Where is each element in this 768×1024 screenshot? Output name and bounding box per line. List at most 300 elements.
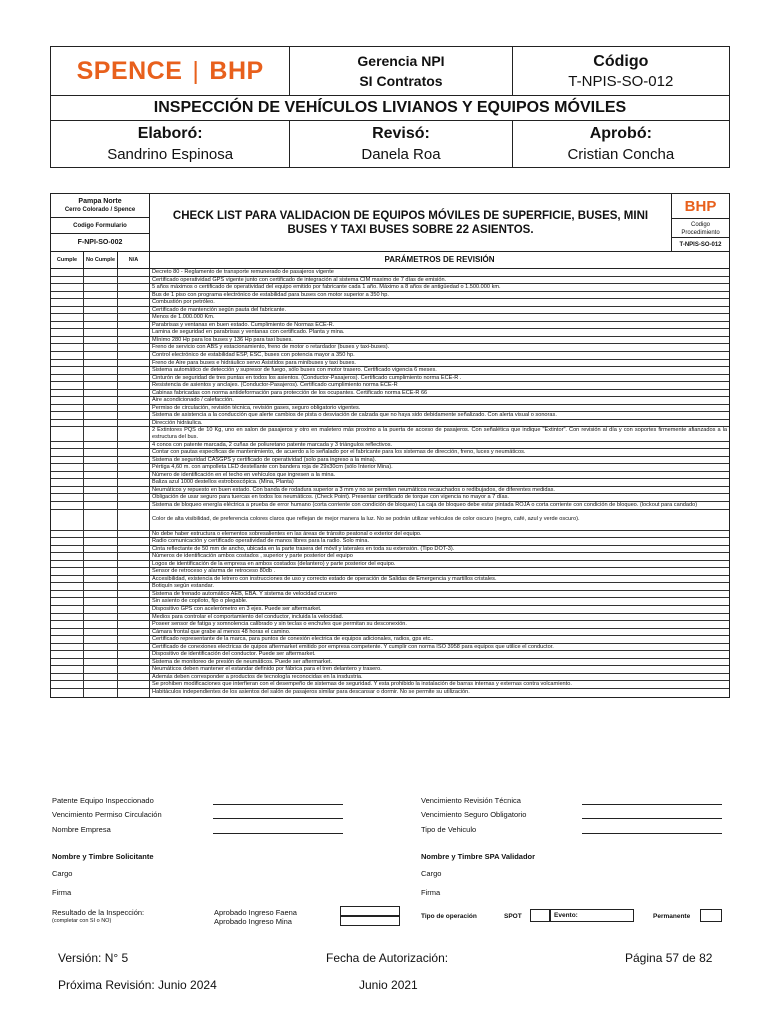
cumple-cell[interactable] bbox=[51, 397, 84, 404]
checklist-row bbox=[51, 681, 729, 689]
na-cell[interactable] bbox=[118, 479, 150, 486]
no-cumple-cell[interactable] bbox=[84, 397, 118, 404]
checklist-item-text: No debe haber estructura o elementos sobresalientes en las áreas de tránsito peatonal o exterior del equipo. bbox=[152, 530, 422, 537]
na-cell[interactable] bbox=[118, 352, 150, 359]
checklist-row bbox=[51, 442, 729, 450]
no-cumple-cell[interactable] bbox=[84, 502, 118, 509]
cumple-cell[interactable] bbox=[51, 292, 84, 299]
cumple-cell[interactable] bbox=[51, 464, 84, 471]
checklist-row bbox=[51, 479, 729, 487]
permanente-box[interactable] bbox=[700, 909, 722, 922]
checklist-row bbox=[51, 546, 729, 554]
checklist-item-text: Combustión por petróleo. bbox=[152, 299, 215, 306]
no-cumple-cell[interactable] bbox=[84, 464, 118, 471]
checklist-row bbox=[51, 636, 729, 644]
cumple-cell[interactable] bbox=[51, 449, 84, 456]
na-cell[interactable] bbox=[118, 405, 150, 412]
no-cumple-cell[interactable] bbox=[84, 636, 118, 643]
codigo-label: Código bbox=[593, 52, 649, 70]
venc-revision-line[interactable] bbox=[582, 804, 722, 805]
venc-seguro-label: Vencimiento Seguro Obligatorio bbox=[421, 810, 527, 819]
no-cumple-cell[interactable] bbox=[84, 442, 118, 449]
na-cell[interactable] bbox=[118, 367, 150, 374]
cumple-cell[interactable] bbox=[51, 674, 84, 681]
no-cumple-cell[interactable] bbox=[84, 568, 118, 575]
no-cumple-cell[interactable] bbox=[84, 659, 118, 666]
no-cumple-cell[interactable] bbox=[84, 606, 118, 613]
cumple-cell[interactable] bbox=[51, 494, 84, 501]
aprobado-faena-box[interactable] bbox=[340, 906, 400, 916]
checklist-item-text: Neumáticos deben mantener el estandar definido por fábrica para el tren delantero y trasero. bbox=[152, 666, 382, 673]
checklist-item-text: Cámara frontal que grabe al menos 48 horas el camino. bbox=[152, 628, 291, 635]
checklist-item-text: Certificado de conexiones electricas de quipos aftermarket emitido por empresa competente. Y cumplir con norma ISO 3958 para equipos que utilice el conductor. bbox=[152, 643, 554, 650]
checklist-item-text: Baliza azul 1000 destellos estroboscópica. (Mina, Planta) bbox=[152, 479, 294, 486]
checklist-row bbox=[51, 651, 729, 659]
checklist-row bbox=[51, 644, 729, 652]
na-cell[interactable] bbox=[118, 375, 150, 382]
no-cumple-cell[interactable] bbox=[84, 674, 118, 681]
na-cell[interactable] bbox=[118, 427, 150, 440]
na-cell[interactable] bbox=[118, 666, 150, 673]
no-cumple-cell[interactable] bbox=[84, 337, 118, 344]
no-cumple-cell[interactable] bbox=[84, 292, 118, 299]
checklist-item-text: Medios para controlar el comportamiento del conductor, incluida la velocidad. bbox=[152, 613, 344, 620]
no-cumple-cell[interactable] bbox=[84, 538, 118, 545]
no-cumple-cell[interactable] bbox=[84, 598, 118, 605]
no-cumple-cell[interactable] bbox=[84, 352, 118, 359]
codigo-procedimiento-label: Codigo Procedimiento bbox=[672, 219, 729, 238]
checklist-row bbox=[51, 269, 729, 277]
no-cumple-cell[interactable] bbox=[84, 583, 118, 590]
elaboro-label: Elaboró: bbox=[137, 124, 203, 142]
venc-seguro-line[interactable] bbox=[582, 818, 722, 819]
na-cell[interactable] bbox=[118, 329, 150, 336]
checklist-item-text: Habitáculos independientes de los asientos del salón de pasajeros similar para descansar o dormir. No se permite su utilización. bbox=[152, 688, 470, 695]
checklist-row bbox=[51, 561, 729, 569]
no-cumple-cell[interactable] bbox=[84, 553, 118, 560]
checklist-item-text: Sistema de seguridad CASGPS y certificado de operatividad (solo para ingreso a la mina). bbox=[152, 456, 377, 463]
na-cell[interactable] bbox=[118, 502, 150, 509]
checklist-row bbox=[51, 568, 729, 576]
no-cumple-cell[interactable] bbox=[84, 479, 118, 486]
na-cell[interactable] bbox=[118, 457, 150, 464]
contratos-label: SI Contratos bbox=[359, 73, 443, 89]
checklist-row bbox=[51, 666, 729, 674]
na-cell[interactable] bbox=[118, 538, 150, 545]
checklist-row bbox=[51, 614, 729, 622]
checklist-row bbox=[51, 329, 729, 337]
checklist-row bbox=[51, 674, 729, 682]
na-cell[interactable] bbox=[118, 561, 150, 568]
cumple-cell[interactable] bbox=[51, 269, 84, 276]
cargo-right-label: Cargo bbox=[421, 869, 442, 878]
no-cumple-cell[interactable] bbox=[84, 644, 118, 651]
checklist-row bbox=[51, 367, 729, 375]
cumple-cell[interactable] bbox=[51, 651, 84, 658]
na-cell[interactable] bbox=[118, 674, 150, 681]
no-cumple-cell[interactable] bbox=[84, 390, 118, 397]
cumple-cell[interactable] bbox=[51, 629, 84, 636]
no-cumple-cell[interactable] bbox=[84, 322, 118, 329]
cumple-cell[interactable] bbox=[51, 502, 84, 509]
cumple-cell[interactable] bbox=[51, 561, 84, 568]
na-cell[interactable] bbox=[118, 494, 150, 501]
checklist-row bbox=[51, 591, 729, 599]
tipo-vehiculo-line[interactable] bbox=[582, 833, 722, 834]
cumple-cell[interactable] bbox=[51, 390, 84, 397]
cumple-cell[interactable] bbox=[51, 457, 84, 464]
no-cumple-cell[interactable] bbox=[84, 277, 118, 284]
cumple-cell[interactable] bbox=[51, 636, 84, 643]
checklist-item-text: 5 años máximos o certificado de operatividad del equipo emitido por fabricante cada 1 año. Máximo a 8 años de antigüedad o 1.500.000 km. bbox=[152, 284, 501, 291]
na-cell[interactable] bbox=[118, 360, 150, 367]
no-cumple-cell[interactable] bbox=[84, 666, 118, 673]
na-cell[interactable] bbox=[118, 382, 150, 389]
na-cell[interactable] bbox=[118, 568, 150, 575]
na-cell[interactable] bbox=[118, 636, 150, 643]
na-cell[interactable] bbox=[118, 598, 150, 605]
logo-bhp: BHP bbox=[209, 56, 264, 85]
checklist-item-text: Número de identificación en el techo en vehículos que ingresen a la mina. bbox=[152, 471, 336, 478]
cumple-cell[interactable] bbox=[51, 284, 84, 291]
col-cumple: Cumple bbox=[51, 252, 84, 268]
na-cell[interactable] bbox=[118, 292, 150, 299]
venc-permiso-label: Vencimiento Permiso Circulación bbox=[52, 810, 162, 819]
no-cumple-cell[interactable] bbox=[84, 412, 118, 419]
cumple-cell[interactable] bbox=[51, 329, 84, 336]
checklist-item-text: Accesibilidad, existencia de letrero con instrucciones de uso y correcto estado de operación de Salidas de Emergencia y martillos cristales. bbox=[152, 575, 497, 582]
na-cell[interactable] bbox=[118, 299, 150, 306]
na-cell[interactable] bbox=[118, 614, 150, 621]
cumple-cell[interactable] bbox=[51, 442, 84, 449]
cumple-cell[interactable] bbox=[51, 583, 84, 590]
no-cumple-cell[interactable] bbox=[84, 472, 118, 479]
cumple-cell[interactable] bbox=[51, 337, 84, 344]
no-cumple-cell[interactable] bbox=[84, 591, 118, 598]
cumple-cell[interactable] bbox=[51, 553, 84, 560]
cumple-cell[interactable] bbox=[51, 510, 84, 530]
na-cell[interactable] bbox=[118, 284, 150, 291]
no-cumple-cell[interactable] bbox=[84, 621, 118, 628]
na-cell[interactable] bbox=[118, 449, 150, 456]
na-cell[interactable] bbox=[118, 546, 150, 553]
checklist-item-text: Sistema de asistencia a la conducción que alerte cambios de pista o desviación de calzada que no haya sido debidamente señalizado. Con alerta visual o sonoras. bbox=[152, 412, 557, 419]
cumple-cell[interactable] bbox=[51, 412, 84, 419]
no-cumple-cell[interactable] bbox=[84, 457, 118, 464]
na-cell[interactable] bbox=[118, 531, 150, 538]
no-cumple-cell[interactable] bbox=[84, 299, 118, 306]
resultado-label: Resultado de la Inspección: bbox=[52, 908, 145, 917]
checklist-row bbox=[51, 277, 729, 285]
checklist-row bbox=[51, 307, 729, 315]
cumple-cell[interactable] bbox=[51, 420, 84, 427]
cumple-cell[interactable] bbox=[51, 546, 84, 553]
checklist-item-text: Sistema automático de detección y supresor de fuego, sólo buses con motor trasero. Certificado vigencia 6 meses. bbox=[152, 367, 437, 374]
evento-label: Evento: bbox=[554, 912, 578, 919]
na-cell[interactable] bbox=[118, 397, 150, 404]
na-cell[interactable] bbox=[118, 487, 150, 494]
checklist-item-text: Logos de identificación de la empresa en ambos costados (delantero) y parte posterior del equipo. bbox=[152, 560, 396, 567]
na-cell[interactable] bbox=[118, 576, 150, 583]
checklist-item-text: Cinta reflectante de 50 mm de ancho, ubicada en la parte trasera del móvil y laterales en toda su extensión. (Tipo DOT-3). bbox=[152, 545, 455, 552]
checklist-item-text: Cinturón de seguridad de tres puntas en todos los asientos. (Conductor-Pasajeros). Certificado cumplimiento norma ECE-R . bbox=[152, 374, 462, 381]
na-cell[interactable] bbox=[118, 629, 150, 636]
aprobado-mina-label: Aprobado Ingreso Mina bbox=[214, 917, 292, 926]
cumple-cell[interactable] bbox=[51, 314, 84, 321]
checklist-row bbox=[51, 449, 729, 457]
cumple-cell[interactable] bbox=[51, 322, 84, 329]
gerencia-label: Gerencia NPI bbox=[357, 53, 445, 69]
no-cumple-cell[interactable] bbox=[84, 307, 118, 314]
no-cumple-cell[interactable] bbox=[84, 382, 118, 389]
footer-pagina: Página 57 de 82 bbox=[625, 951, 713, 965]
cumple-cell[interactable] bbox=[51, 487, 84, 494]
checklist-row bbox=[51, 299, 729, 307]
checklist-row bbox=[51, 412, 729, 420]
checklist-item-text: Dirección hidráulica. bbox=[152, 419, 203, 426]
no-cumple-cell[interactable] bbox=[84, 561, 118, 568]
checklist-row bbox=[51, 314, 729, 322]
checklist-item-text: Certificado de mantención según pauta del fabricante. bbox=[152, 306, 287, 313]
cumple-cell[interactable] bbox=[51, 367, 84, 374]
cumple-cell[interactable] bbox=[51, 614, 84, 621]
checklist-row bbox=[51, 390, 729, 398]
aprobado-mina-box[interactable] bbox=[340, 916, 400, 926]
footer-fecha-label: Fecha de Autorización: bbox=[326, 951, 449, 965]
tipo-operacion-label: Tipo de operación bbox=[421, 913, 477, 920]
checklist-item-text: Radio comunicación y certificado operatividad de manos libres para la radio. Solo mina. bbox=[152, 538, 370, 545]
checklist-title: CHECK LIST PARA VALIDACION DE EQUIPOS MÓVILES DE SUPERFICIE, BUSES, MINI BUSES Y TAXI BUSES SOBRE 22 ASIENTOS. bbox=[150, 194, 672, 251]
spot-label: SPOT bbox=[504, 913, 522, 920]
cumple-cell[interactable] bbox=[51, 598, 84, 605]
site-sub: Cerro Colorado / Spence bbox=[64, 207, 136, 213]
na-cell[interactable] bbox=[118, 553, 150, 560]
checklist-row bbox=[51, 405, 729, 413]
checklist-row bbox=[51, 510, 729, 531]
no-cumple-cell[interactable] bbox=[84, 651, 118, 658]
checklist-item-text: Lamina de seguridad en parabrisas y ventanas con certificado. Planta y mina. bbox=[152, 329, 345, 336]
na-cell[interactable] bbox=[118, 472, 150, 479]
no-cumple-cell[interactable] bbox=[84, 269, 118, 276]
na-cell[interactable] bbox=[118, 277, 150, 284]
no-cumple-cell[interactable] bbox=[84, 487, 118, 494]
checklist-row bbox=[51, 659, 729, 667]
checklist-row bbox=[51, 352, 729, 360]
company-logo bbox=[51, 47, 290, 95]
no-cumple-cell[interactable] bbox=[84, 510, 118, 530]
cumple-cell[interactable] bbox=[51, 479, 84, 486]
na-cell[interactable] bbox=[118, 464, 150, 471]
checklist-row bbox=[51, 427, 729, 441]
checklist-item-text: Además deben corresponder a productos de tecnología reconocidas en la insdustria. bbox=[152, 673, 363, 680]
checklist-row bbox=[51, 344, 729, 352]
no-cumple-cell[interactable] bbox=[84, 360, 118, 367]
checklist-item-text: Neumáticos y repuesto en buen estado. Con banda de rodadura superior a 3 mm y no se permiten neumáticos recauchados o redibujados, de diferentes medidas. bbox=[152, 486, 555, 493]
na-cell[interactable] bbox=[118, 651, 150, 658]
cumple-cell[interactable] bbox=[51, 659, 84, 666]
footer-version: Versión: N° 5 bbox=[58, 951, 129, 965]
validador-label: Nombre y Timbre SPA Validador bbox=[421, 852, 536, 861]
cumple-cell[interactable] bbox=[51, 427, 84, 440]
cumple-cell[interactable] bbox=[51, 606, 84, 613]
no-cumple-cell[interactable] bbox=[84, 449, 118, 456]
na-cell[interactable] bbox=[118, 583, 150, 590]
cumple-cell[interactable] bbox=[51, 621, 84, 628]
na-cell[interactable] bbox=[118, 689, 150, 697]
no-cumple-cell[interactable] bbox=[84, 629, 118, 636]
checklist-table bbox=[50, 193, 730, 698]
bhp-logo: BHP bbox=[672, 194, 729, 219]
checklist-item-text: Parabrisas y ventanas en buen estado. Cumplimiento de Normas ECE-R. bbox=[152, 321, 335, 328]
checklist-item-text: Mínimo 280 Hp para los buses y 136 Hp para taxi buses. bbox=[152, 336, 293, 343]
na-cell[interactable] bbox=[118, 344, 150, 351]
na-cell[interactable] bbox=[118, 314, 150, 321]
cumple-cell[interactable] bbox=[51, 360, 84, 367]
footer-proxima: Próxima Revisión: Junio 2024 bbox=[58, 978, 217, 992]
venc-revision-label: Vencimiento Revisión Técnica bbox=[421, 796, 521, 805]
cumple-cell[interactable] bbox=[51, 644, 84, 651]
nombre-empresa-label: Nombre Empresa bbox=[52, 825, 111, 834]
tipo-vehiculo-label: Tipo de Vehiculo bbox=[421, 825, 477, 834]
checklist-row bbox=[51, 606, 729, 614]
checklist-item-text: Obligación de usar seguro para tuercas en todos los neumáticos. (Check Point). Presentar certificado de torque con vigencia no mayor a 7 días. bbox=[152, 494, 509, 501]
checklist-item-text: Resistencia de asientos y anclajes. (Conductor-Pasajeros). Certificado cumplimiento norma ECE-R bbox=[152, 382, 398, 389]
checklist-item-text: Bus de 1 piso con programa electrónico de estabilidad para buses con motor superior a 350 hp. bbox=[152, 291, 389, 298]
checklist-row bbox=[51, 487, 729, 495]
cumple-cell[interactable] bbox=[51, 307, 84, 314]
na-cell[interactable] bbox=[118, 659, 150, 666]
cumple-cell[interactable] bbox=[51, 375, 84, 382]
no-cumple-cell[interactable] bbox=[84, 427, 118, 440]
spot-box[interactable] bbox=[530, 909, 550, 922]
checklist-item-text: Certificado operatividad GPS vigente junto con certificado de integración al sistema CIM maximo de 7 días de emisión. bbox=[152, 276, 447, 283]
department-cell bbox=[290, 47, 512, 95]
no-cumple-cell[interactable] bbox=[84, 494, 118, 501]
cumple-cell[interactable] bbox=[51, 576, 84, 583]
checklist-row bbox=[51, 322, 729, 330]
permanente-label: Permanente bbox=[653, 913, 691, 920]
col-no-cumple: No Cumple bbox=[84, 252, 118, 268]
cumple-cell[interactable] bbox=[51, 666, 84, 673]
no-cumple-cell[interactable] bbox=[84, 531, 118, 538]
no-cumple-cell[interactable] bbox=[84, 546, 118, 553]
checklist-row bbox=[51, 337, 729, 345]
na-cell[interactable] bbox=[118, 307, 150, 314]
site-name: Pampa Norte bbox=[78, 198, 122, 205]
no-cumple-cell[interactable] bbox=[84, 314, 118, 321]
na-cell[interactable] bbox=[118, 606, 150, 613]
checklist-item-text: Decreto 80 - Reglamento de transporte remunerado de pasajeros vigente bbox=[152, 269, 334, 275]
cumple-cell[interactable] bbox=[51, 352, 84, 359]
cumple-cell[interactable] bbox=[51, 531, 84, 538]
checklist-item-text: Aire acondicionado / calefacción. bbox=[152, 397, 234, 404]
cumple-cell[interactable] bbox=[51, 472, 84, 479]
checklist-item-text: Poseer sensor de fatiga y somnolencia calibrado y sin teclas o enchufes que permitan su desconexión. bbox=[152, 621, 407, 628]
cumple-cell[interactable] bbox=[51, 405, 84, 412]
checklist-item-text: Contar con pautas especificas de mantenimiento, de acuerdo a lo señalado por el fabricante para los sistemas de dirección, freno, luces y neumáticos. bbox=[152, 449, 526, 456]
na-cell[interactable] bbox=[118, 390, 150, 397]
cumple-cell[interactable] bbox=[51, 299, 84, 306]
na-cell[interactable] bbox=[118, 510, 150, 530]
patente-line[interactable] bbox=[213, 804, 343, 805]
elaboro-cell bbox=[51, 121, 290, 167]
evento-box[interactable] bbox=[550, 909, 634, 922]
checklist-item-text: Freno de servicio con ABS y estacionamiento, freno de motor o retardador (buses y taxi-buses). bbox=[152, 344, 390, 351]
cumple-cell[interactable] bbox=[51, 568, 84, 575]
na-cell[interactable] bbox=[118, 337, 150, 344]
cumple-cell[interactable] bbox=[51, 681, 84, 688]
checklist-row bbox=[51, 502, 729, 510]
nombre-empresa-line[interactable] bbox=[213, 833, 343, 834]
logo-spence: SPENCE bbox=[76, 56, 183, 85]
checklist-row bbox=[51, 457, 729, 465]
no-cumple-cell[interactable] bbox=[84, 420, 118, 427]
firma-left-label: Firma bbox=[52, 888, 72, 897]
checklist-item-text: 4 conos con patente marcada, 2 cuñas de poliuretano patente marcada y 3 triángulos reflectivos. bbox=[152, 441, 393, 448]
na-cell[interactable] bbox=[118, 681, 150, 688]
solicitante-label: Nombre y Timbre Solicitante bbox=[52, 852, 154, 861]
no-cumple-cell[interactable] bbox=[84, 405, 118, 412]
no-cumple-cell[interactable] bbox=[84, 329, 118, 336]
checklist-item-text: Color de alta visibilidad, de preferencia colores claros que reflejan de mejor manera la luz. No se podrán utilizar vehículos de color oscuro (negro, café, azul y verde oscuro). bbox=[152, 516, 580, 523]
checklist-row bbox=[51, 397, 729, 405]
na-cell[interactable] bbox=[118, 621, 150, 628]
checklist-row bbox=[51, 621, 729, 629]
checklist-rows bbox=[51, 269, 729, 697]
no-cumple-cell[interactable] bbox=[84, 375, 118, 382]
checklist-item-text: Sistema de bloqueo energía eléctrica a prueba de error humano (corta corriente con condición de bloqueo) La caja de bloqueo debe estar pintada ROJA o corta corriente con condición de bloqueo. (lockout para candado) bbox=[152, 501, 698, 508]
no-cumple-cell[interactable] bbox=[84, 614, 118, 621]
na-cell[interactable] bbox=[118, 591, 150, 598]
no-cumple-cell[interactable] bbox=[84, 681, 118, 688]
aprobado-faena-label: Aprobado Ingreso Faena bbox=[214, 908, 297, 917]
cumple-cell[interactable] bbox=[51, 689, 84, 697]
cumple-cell[interactable] bbox=[51, 277, 84, 284]
checklist-row bbox=[51, 598, 729, 606]
cumple-cell[interactable] bbox=[51, 344, 84, 351]
col-na: N/A bbox=[118, 252, 150, 268]
checklist-row bbox=[51, 420, 729, 428]
aprobo-cell bbox=[513, 121, 729, 167]
checklist-item-text: Se prohiben modificaciones que interfieran con el desempeño de sistemas de seguridad. Y esta prohibido la instalación de barras internas y externas contra volcamiento. bbox=[152, 681, 572, 688]
na-cell[interactable] bbox=[118, 442, 150, 449]
checklist-item-text: 2 Extintores PQS de 10 Kg, uno en salon de pasajeros y otro en maletero más proximo a la puerta de acceso de pasajeros. Con señalética que indique "Extintor". Con revisión al día y con soportes firmemente afianzados a la estructura del bus. bbox=[152, 427, 727, 441]
no-cumple-cell[interactable] bbox=[84, 344, 118, 351]
cumple-cell[interactable] bbox=[51, 591, 84, 598]
checklist-row bbox=[51, 689, 729, 697]
form-info bbox=[51, 194, 150, 251]
aprobo-name: Cristian Concha bbox=[567, 145, 675, 163]
col-parametros: PARÁMETROS DE REVISIÓN bbox=[384, 255, 495, 264]
venc-permiso-line[interactable] bbox=[213, 818, 343, 819]
na-cell[interactable] bbox=[118, 322, 150, 329]
checklist-item-text: Sistema de monitoreo de presión de neumáticos. Puede ser aftermarket. bbox=[152, 658, 333, 665]
na-cell[interactable] bbox=[118, 644, 150, 651]
cumple-cell[interactable] bbox=[51, 382, 84, 389]
no-cumple-cell[interactable] bbox=[84, 689, 118, 697]
checklist-row bbox=[51, 494, 729, 502]
no-cumple-cell[interactable] bbox=[84, 284, 118, 291]
cumple-cell[interactable] bbox=[51, 538, 84, 545]
checklist-item-text: Freno de Aire para buses e hidráulico servo Asistidos para minibuses y taxi buses. bbox=[152, 359, 356, 366]
na-cell[interactable] bbox=[118, 412, 150, 419]
reviso-label: Revisó: bbox=[372, 124, 430, 142]
elaboro-name: Sandrino Espinosa bbox=[107, 145, 234, 163]
no-cumple-cell[interactable] bbox=[84, 576, 118, 583]
na-cell[interactable] bbox=[118, 269, 150, 276]
na-cell[interactable] bbox=[118, 420, 150, 427]
no-cumple-cell[interactable] bbox=[84, 367, 118, 374]
